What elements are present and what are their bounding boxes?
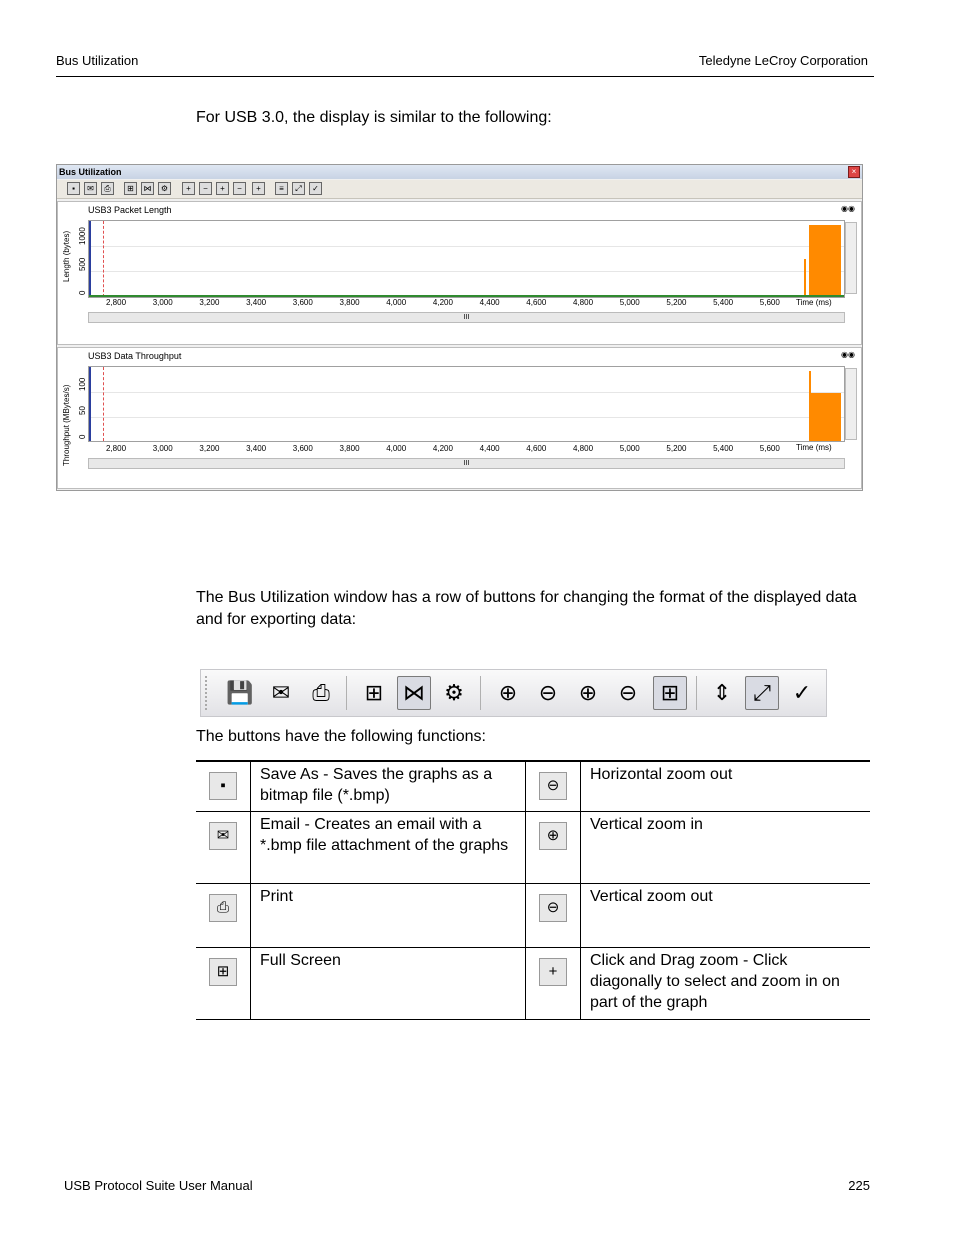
x-tick-label: 3,600 (292, 444, 313, 453)
table-cell: Print (251, 883, 526, 947)
table-cell (526, 883, 581, 947)
horizontal-zoom-out-icon: ⊖ (539, 772, 567, 800)
close-icon[interactable]: × (848, 166, 860, 178)
cursor-marker[interactable] (89, 367, 91, 441)
table-cell: Click and Drag zoom - Click diagonally to select and zoom in on part of the graph (581, 947, 871, 1019)
table-row (196, 947, 870, 1019)
layout-icon[interactable]: ≡ (275, 182, 288, 195)
save-icon[interactable]: 💾 (226, 680, 254, 705)
x-tick-label: 3,200 (199, 444, 220, 453)
y-tick-label: 100 (78, 377, 87, 391)
x-tick-label: 4,600 (526, 298, 547, 307)
running-header-right: Teledyne LeCroy Corporation (698, 53, 868, 68)
horizontal-scrollbar[interactable]: III (88, 458, 845, 469)
x-tick-label: 3,800 (339, 444, 360, 453)
pane-controls-icon[interactable]: ◉◉ (841, 204, 855, 213)
window-title: Bus Utilization (57, 165, 862, 179)
fit-icon[interactable]: ⋈ (397, 676, 431, 710)
pane-title: USB3 Packet Length (88, 205, 172, 215)
pane-title: USB3 Data Throughput (88, 351, 182, 361)
fit-pressed-icon[interactable]: ⤢ (292, 182, 305, 195)
plot-area (88, 366, 845, 442)
x-tick-label: 3,400 (246, 298, 267, 307)
horizontal-zoom-out-icon[interactable]: − (199, 182, 212, 195)
click-drag-zoom-icon: + (539, 958, 567, 986)
vertical-zoom-out-icon: ⊖ (539, 894, 567, 922)
print-icon: ⎙ (209, 894, 237, 922)
x-tick-label: 2,800 (106, 444, 127, 453)
plot-area (88, 220, 845, 298)
email-icon[interactable]: ✉ (84, 182, 97, 195)
x-tick-row (58, 444, 861, 456)
y-axis-label: Throughput (MBytes/s) (62, 384, 71, 466)
fit-pressed-icon[interactable]: ⤢ (745, 676, 779, 710)
x-tick-label: 4,200 (432, 444, 453, 453)
table-cell (196, 761, 251, 811)
table-cell: Email - Creates an email with a *.bmp file attachment of the graphs (251, 811, 526, 883)
table-cell (526, 947, 581, 1019)
x-tick-label: 5,200 (666, 298, 687, 307)
vertical-zoom-in-icon[interactable]: ⊕ (578, 680, 598, 705)
pane-data-throughput (57, 347, 862, 489)
horizontal-zoom-in-icon[interactable]: ⊕ (498, 680, 518, 705)
window-toolbar (57, 180, 862, 199)
y-axis-label: Length (bytes) (62, 230, 71, 282)
y-tick-label: 0 (78, 290, 87, 295)
table-row (196, 811, 870, 883)
email-icon[interactable]: ✉ (271, 680, 291, 705)
page-number: 225 (848, 1178, 870, 1193)
running-header-left: Bus Utilization (56, 53, 139, 68)
table-cell (196, 883, 251, 947)
x-tick-label: 5,400 (713, 444, 734, 453)
full-screen-icon: ⊞ (209, 958, 237, 986)
vertical-zoom-in-icon[interactable]: + (216, 182, 229, 195)
full-screen-icon[interactable]: ⊞ (364, 680, 384, 705)
vertical-zoom-in-icon: ⊕ (539, 822, 567, 850)
layout-icon[interactable]: ⇕ (712, 680, 732, 705)
table-cell: Vertical zoom out (581, 883, 871, 947)
header-rule (56, 76, 874, 77)
x-tick-label: 4,400 (479, 298, 500, 307)
settings-icon[interactable]: ⚙ (158, 182, 171, 195)
bar (804, 259, 806, 297)
x-tick-label: 5,200 (666, 444, 687, 453)
x-tick-label: 4,200 (432, 298, 453, 307)
table-cell (196, 947, 251, 1019)
save-icon: ▪ (209, 772, 237, 800)
x-tick-label: 3,600 (292, 298, 313, 307)
x-tick-label: 3,400 (246, 444, 267, 453)
check-icon[interactable]: ✓ (792, 680, 812, 705)
x-tick-label: 5,600 (759, 298, 780, 307)
table-row (196, 883, 870, 947)
vertical-zoom-out-icon[interactable]: ⊖ (618, 680, 638, 705)
fit-icon[interactable]: ⋈ (141, 182, 154, 195)
full-screen-icon[interactable]: ⊞ (124, 182, 137, 195)
x-tick-label: 3,000 (152, 298, 173, 307)
x-tick-label: 3,200 (199, 298, 220, 307)
vertical-zoom-out-icon[interactable]: − (233, 182, 246, 195)
save-icon[interactable]: ▪ (67, 182, 80, 195)
toolbar-screenshot (200, 669, 827, 717)
x-tick-label: 4,800 (573, 298, 594, 307)
cursor-marker[interactable] (89, 221, 91, 297)
check-icon[interactable]: ✓ (309, 182, 322, 195)
x-axis-unit: Time (ms) (796, 298, 832, 307)
click-drag-zoom-icon[interactable]: ⊞ (653, 676, 687, 710)
table-cell (526, 761, 581, 811)
x-tick-label: 4,800 (573, 444, 594, 453)
x-tick-label: 5,600 (759, 444, 780, 453)
horizontal-zoom-in-icon[interactable]: + (182, 182, 195, 195)
x-tick-label: 5,000 (619, 444, 640, 453)
x-tick-label: 5,000 (619, 298, 640, 307)
bar (811, 393, 841, 441)
print-icon[interactable]: ⎙ (312, 680, 330, 705)
bus-utilization-window (56, 164, 863, 491)
x-tick-label: 5,400 (713, 298, 734, 307)
footer-left: USB Protocol Suite User Manual (64, 1178, 253, 1193)
bar (809, 225, 841, 297)
pane-packet-length (57, 201, 862, 345)
table-cell: Vertical zoom in (581, 811, 871, 883)
intro-paragraph: For USB 3.0, the display is similar to the following: (196, 109, 552, 126)
table-cell (196, 811, 251, 883)
settings-icon[interactable]: ⚙ (444, 680, 464, 705)
x-tick-label: 4,600 (526, 444, 547, 453)
x-axis-unit: Time (ms) (796, 443, 832, 452)
click-drag-zoom-icon[interactable]: + (252, 182, 265, 195)
x-tick-label: 3,800 (339, 298, 360, 307)
bar (809, 371, 811, 441)
pane-controls-icon[interactable]: ◉◉ (841, 350, 855, 359)
y-tick-label: 1000 (78, 227, 87, 245)
table-cell: Save As - Saves the graphs as a bitmap file (*.bmp) (251, 761, 526, 811)
vertical-scrollbar[interactable] (845, 368, 857, 440)
table-cell: Horizontal zoom out (581, 761, 871, 811)
horizontal-scrollbar[interactable]: III (88, 312, 845, 323)
table-cell: Full Screen (251, 947, 526, 1019)
x-tick-label: 4,000 (386, 444, 407, 453)
horizontal-zoom-out-icon[interactable]: ⊖ (538, 680, 558, 705)
y-tick-label: 0 (78, 434, 87, 439)
functions-table (196, 760, 870, 1020)
email-icon: ✉ (209, 822, 237, 850)
x-tick-label: 3,000 (152, 444, 173, 453)
toolbar-paragraph: The Bus Utilization window has a row of buttons for changing the format of the displayed data and for exporting data: (196, 589, 857, 628)
x-tick-label: 4,000 (386, 298, 407, 307)
y-tick-label: 50 (78, 406, 87, 415)
functions-paragraph: The buttons have the following functions: (196, 728, 486, 745)
x-tick-label: 4,400 (479, 444, 500, 453)
x-tick-label: 2,800 (106, 298, 127, 307)
table-row (196, 761, 870, 811)
vertical-scrollbar[interactable] (845, 222, 857, 294)
table-cell (526, 811, 581, 883)
print-icon[interactable]: ⎙ (101, 182, 114, 195)
x-tick-row (58, 298, 861, 310)
y-tick-label: 500 (78, 257, 87, 271)
